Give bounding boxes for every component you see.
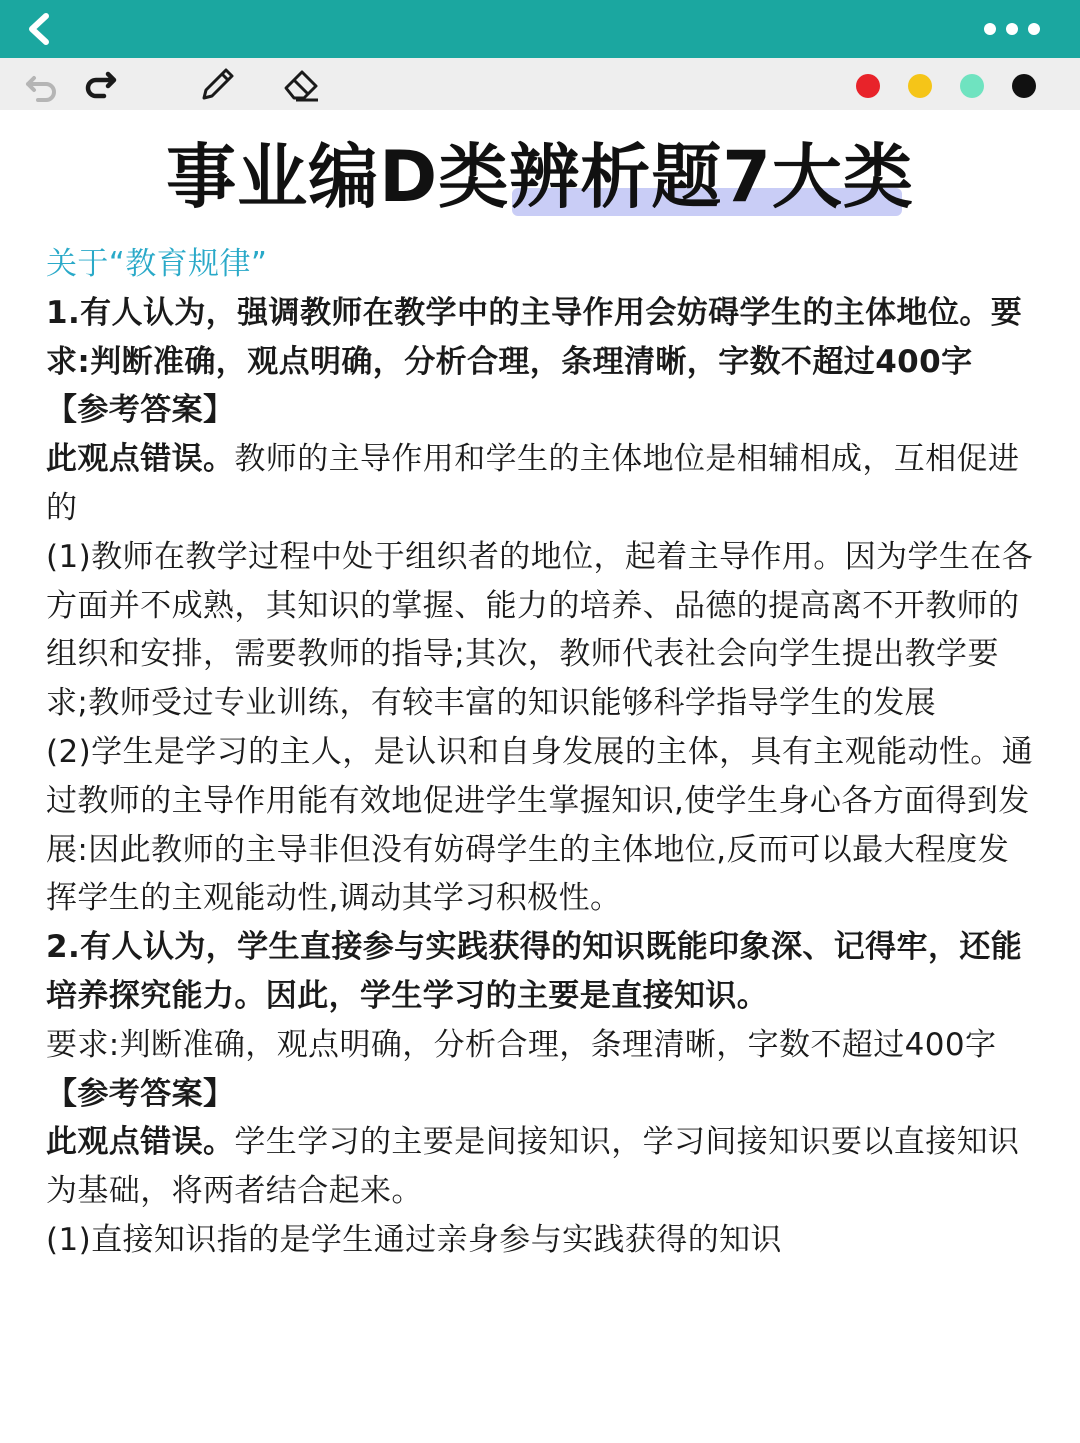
question-2: 2.有人认为，学生直接参与实践获得的知识既能印象深、记得牢，还能培养探究能力。因此，学生学习的主要是直接知识。 [46,929,1023,1014]
page-title: 事业编D类辨析题7大类 [166,136,914,218]
question-1: 1.有人认为，强调教师在教学中的主导作用会妨碍学生的主体地位。要求:判断准确，观点明确，分析合理，条理清晰，字数不超过400字 [46,294,1023,380]
paragraph-1-1: (1)教师在教学过程中处于组织者的地位，起着主导作用。因为学生在各方面并不成熟，其知识的掌握、能力的培养、品德的提高离不开教师的组织和安排，需要教师的指导;其次，教师代表社会向学生提出教学要求;教师受过专业训练，有较丰富的知识能够科学指导学生的发展 [46,538,1034,722]
color-yellow[interactable] [908,74,932,98]
eraser-button[interactable] [282,64,322,104]
verdict-2-text: 学生学习的主要是间接知识，学习间接知识要以直接知识为基础，将两者结合起来。 [46,1124,1020,1210]
more-dots-icon [1028,23,1040,35]
app-header [0,0,1080,58]
verdict-2-label: 此观点错误。 [46,1124,235,1161]
question-2-requirements: 要求:判断准确，观点明确，分析合理，条理清晰，字数不超过400字 [46,1026,997,1063]
color-red[interactable] [856,74,880,98]
redo-icon [80,64,120,104]
paragraph-1-2: (2)学生是学习的主人，是认识和自身发展的主体，具有主观能动性。通过教师的主导作用能有效地促进学生掌握知识,使学生身心各方面得到发展:因此教师的主导非但没有妨碍学生的主体地位,反而可以最大程度发挥学生的主观能动性,调动其学习积极性。 [46,733,1034,917]
more-dots-icon [984,23,996,35]
verdict-2 [46,1118,1036,1216]
chevron-left-icon [18,8,60,50]
eraser-icon [282,64,322,104]
verdict-1-text: 教师的主导作用和学生的主体地位是相辅相成，互相促进的 [46,441,1020,526]
color-black[interactable] [1012,74,1036,98]
paragraph-2-1: (1)直接知识指的是学生通过亲身参与实践获得的知识 [46,1221,782,1258]
answer-label-1: 【参考答案】 [46,392,235,429]
more-dots-icon [1006,23,1018,35]
verdict-1 [46,435,1036,533]
color-mint[interactable] [960,74,984,98]
redo-button[interactable] [80,64,120,104]
section-label: 关于“教育规律” [46,246,268,282]
back-button[interactable] [18,8,60,50]
undo-button[interactable] [22,64,62,104]
pencil-button[interactable] [198,64,238,104]
answer-label-2: 【参考答案】 [46,1075,235,1112]
verdict-1-label: 此观点错误。 [46,441,235,478]
pencil-icon [198,64,238,104]
article-body [46,240,1036,1265]
undo-icon [22,64,62,104]
more-button[interactable] [984,16,1040,42]
